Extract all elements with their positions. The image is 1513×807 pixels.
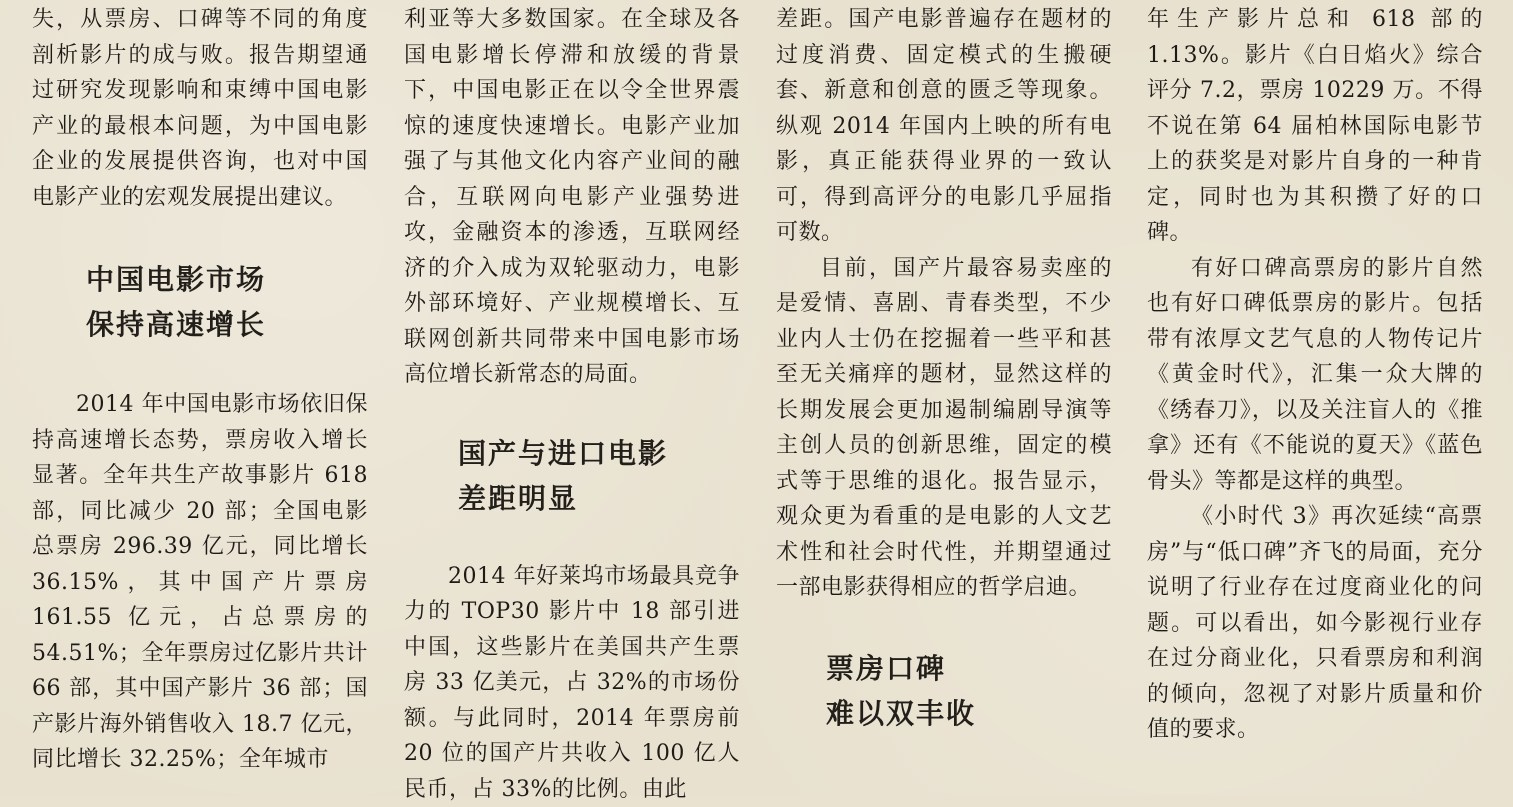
paragraph: 目前，国产片最容易卖座的是爱情、喜剧、青春类型，不少业内人士仍在挖掘着一些平和甚至无关痛痒的题材，显然这样的长期发展会更加遏制编剧导演等主创人员的创新思维，固定的模式等于思维的退化。报告显示，观众更为看重的是电影的人文艺术性和社会时代性，并期望通过一部电影获得相应的哲学启迪。: [776, 251, 1112, 606]
paragraph: 《小时代 3》再次延续“高票房”与“低口碑”齐飞的局面，充分说明了行业存在过度商业化的问题。可以看出，如今影视行业存在过分商业化，只看票房和利润的倾向，忽视了对影片质量和价值的要求。: [1147, 499, 1483, 748]
article-column-1: [32, 2, 368, 778]
paragraph: 利亚等大多数国家。在全球及各国电影增长停滞和放缓的背景下，中国电影正在以令全世界震惊的速度快速增长。电影产业加强了与其他文化内容产业间的融合，互联网向电影产业强势进攻，金融资本的渗透，互联网经济的介入成为双轮驱动力，电影外部环境好、产业规模增长、互联网创新共同带来中国电影市场高位增长新常态的局面。: [404, 2, 740, 393]
section-heading: [404, 431, 740, 521]
article-column-4: [1147, 2, 1483, 748]
paragraph: 2014 年中国电影市场依旧保持高速增长态势，票房收入增长显著。全年共生产故事影片 618 部，同比减少 20 部；全国电影总票房 296.39 亿元，同比增长 36.15%，其中国产片票房 161.55 亿元，占总票房的 54.51%；全年票房过亿影片共计 66 部，其中国产影片 36 部；国产影片海外销售收入 18.7 亿元，同比增长 32.25%；全年城市: [32, 387, 368, 778]
section-heading-line: 难以双丰收: [826, 691, 1112, 736]
section-heading-line: 票房口碑: [826, 646, 1112, 691]
section-heading: [32, 257, 368, 347]
paragraph: 2014 年好莱坞市场最具竞争力的 TOP30 影片中 18 部引进中国，这些影片在美国共产生票房 33 亿美元，占 32%的市场份额。与此同时，2014 年票房前 20 位的国产片共收入 100 亿人民币，占 33%的比例。由此: [404, 559, 740, 807]
section-heading-line: 国产与进口电影: [458, 431, 740, 476]
paragraph: 差距。国产电影普遍存在题材的过度消费、固定模式的生搬硬套、新意和创意的匮乏等现象。纵观 2014 年国内上映的所有电影，真正能获得业界的一致认可，得到高评分的电影几乎屈指可数。: [776, 2, 1112, 251]
section-heading-line: 差距明显: [458, 476, 740, 521]
article-column-3: [776, 2, 1112, 736]
section-heading-line: 保持高速增长: [86, 302, 368, 347]
section-heading-line: 中国电影市场: [86, 257, 368, 302]
paragraph: 年生产影片总和 618 部的 1.13%。影片《白日焰火》综合评分 7.2，票房 10229 万。不得不说在第 64 届柏林国际电影节上的获奖是对影片自身的一种肯定，同时也为其积攒了好的口碑。: [1147, 2, 1483, 251]
section-heading: [776, 646, 1112, 736]
paragraph: 失，从票房、口碑等不同的角度剖析影片的成与败。报告期望通过研究发现影响和束缚中国电影产业的最根本问题，为中国电影企业的发展提供咨询，也对中国电影产业的宏观发展提出建议。: [32, 2, 368, 215]
article-column-2: [404, 2, 740, 807]
paragraph: 有好口碑高票房的影片自然也有好口碑低票房的影片。包括带有浓厚文艺气息的人物传记片《黄金时代》，汇集一众大牌的《绣春刀》，以及关注盲人的《推拿》还有《不能说的夏天》《蓝色骨头》等都是这样的典型。: [1147, 251, 1483, 500]
